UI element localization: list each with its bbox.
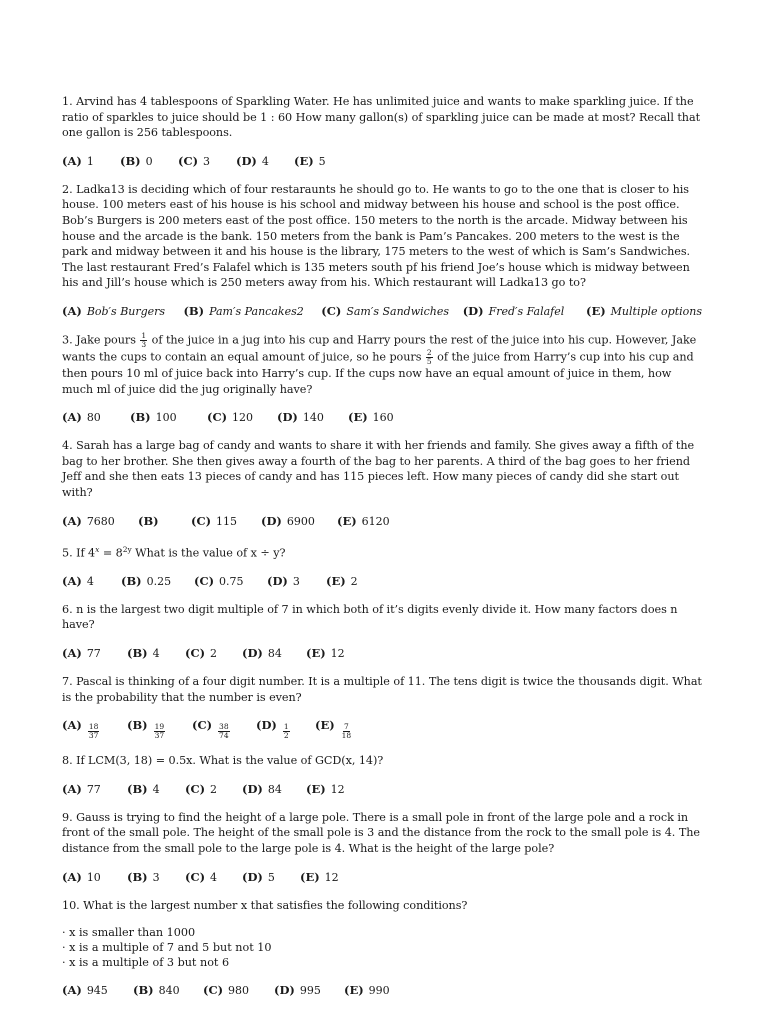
problem-5-statement: 5. If $4^x = 8^{2y}$ What is the value of x ÷ y? bbox=[62, 544, 286, 560]
choice-e[interactable]: (E) 12 bbox=[306, 646, 345, 661]
problem-6 bbox=[62, 602, 702, 661]
choice-b[interactable]: (B) 0 bbox=[120, 153, 153, 168]
choice-b[interactable]: (B) 4 bbox=[127, 781, 160, 796]
choice-d[interactable]: (D) Fred′s Falafel bbox=[462, 303, 565, 318]
problem-8-statement: 8. If LCM(3, 18) = 0.5x. What is the value of GCD(x, 14)? bbox=[62, 754, 384, 768]
choice-a[interactable]: (A) 10 bbox=[62, 869, 101, 884]
problem-3-choices bbox=[62, 410, 702, 425]
choice-b[interactable]: (B) 0.25 bbox=[121, 573, 172, 588]
choice-a[interactable]: (A) 4 bbox=[62, 573, 94, 588]
choice-b[interactable]: (B) Pam′s Pancakes2 bbox=[183, 303, 304, 318]
condition-item: · x is a multiple of 3 but not 6 bbox=[62, 956, 230, 970]
choice-a[interactable]: (A) 945 bbox=[62, 983, 108, 998]
problem-8 bbox=[62, 753, 702, 797]
problem-2-choices bbox=[62, 304, 702, 319]
choice-c[interactable]: (C) 120 bbox=[207, 410, 254, 425]
problem-set bbox=[62, 94, 702, 1011]
choice-a[interactable]: (A) 77 bbox=[62, 781, 101, 796]
problem-4-statement: 4. Sarah has a large bag of candy and wants to share it with her friends and family. She gives away a fifth of the bag to her brother. She then gives away a fourth of the bag to her parents. A third of the bag goes to her friend Jeff and she then eats 13 pieces of candy and has 115 pieces left. How many pieces of candy did she start out with? bbox=[62, 439, 695, 499]
choice-a[interactable]: (A) Bob′s Burgers bbox=[62, 303, 166, 318]
condition-item: · x is smaller than 1000 bbox=[62, 926, 196, 940]
choice-b[interactable]: (B) $\frac{19}{37}$ bbox=[127, 718, 165, 741]
problem-9 bbox=[62, 810, 702, 885]
choice-e[interactable]: (E) 12 bbox=[300, 869, 339, 884]
choice-d[interactable]: (D) 84 bbox=[242, 646, 282, 661]
problem-6-statement: 6. n is the largest two digit multiple of 7 in which both of it’s digits evenly divide it. How many factors does n have? bbox=[62, 602, 678, 632]
choice-b[interactable]: (B) 100 bbox=[130, 410, 177, 425]
problem-1 bbox=[62, 94, 702, 169]
choice-d[interactable]: (D) 995 bbox=[274, 983, 321, 998]
problem-10-statement: 10. What is the largest number x that satisfies the following conditions? bbox=[62, 898, 468, 912]
choice-d[interactable]: (D) 6900 bbox=[261, 513, 315, 528]
choice-a[interactable]: (A) 1 bbox=[62, 153, 94, 168]
choice-a[interactable]: (A) 80 bbox=[62, 410, 101, 425]
choice-c[interactable]: (C) 2 bbox=[185, 781, 218, 796]
choice-c[interactable]: (C) 115 bbox=[191, 513, 238, 528]
problem-1-choices bbox=[62, 154, 702, 169]
choice-b[interactable]: (B) 3 bbox=[127, 869, 160, 884]
choice-a[interactable]: (A) 77 bbox=[62, 646, 101, 661]
choice-e[interactable]: (E) 990 bbox=[344, 983, 390, 998]
choice-e[interactable]: (E) Multiple options bbox=[586, 303, 702, 318]
choice-d[interactable]: (D) 140 bbox=[277, 410, 324, 425]
choice-b[interactable]: (B) bbox=[138, 513, 159, 528]
choice-d[interactable]: (D) 5 bbox=[242, 869, 275, 884]
choice-c[interactable]: (C) 4 bbox=[185, 869, 218, 884]
problem-10-choices bbox=[62, 983, 702, 998]
choice-d[interactable]: (D) 4 bbox=[236, 153, 269, 168]
choice-e[interactable]: (E) 12 bbox=[306, 781, 345, 796]
choice-c[interactable]: (C) $\frac{38}{74}$ bbox=[192, 718, 229, 741]
problem-9-choices bbox=[62, 870, 702, 885]
condition-item: · x is a multiple of 7 and 5 but not 10 bbox=[62, 941, 272, 955]
choice-e[interactable]: (E) 6120 bbox=[337, 513, 390, 528]
choice-e[interactable]: (E) 5 bbox=[294, 153, 326, 168]
choice-d[interactable]: (D) 3 bbox=[267, 573, 300, 588]
choice-c[interactable]: (C) Sam′s Sandwiches bbox=[321, 303, 450, 318]
problem-9-statement: 9. Gauss is trying to find the height of a large pole. There is a small pole in front of the large pole and a rock in front of the small pole. The height of the small pole is 3 and the distance from the rock to the small pole is 4. The distance from the small pole to the large pole is 4. What is the height of the large pole? bbox=[62, 810, 700, 855]
choice-d[interactable]: (D) $\frac{1}{2}$ bbox=[256, 718, 289, 741]
choice-b[interactable]: (B) 4 bbox=[127, 646, 160, 661]
problem-4-choices bbox=[62, 514, 702, 529]
problem-2-statement: 2. Ladka13 is deciding which of four restaraunts he should go to. He wants to go to the one that is closer to his house. 100 meters east of his house is his school and midway between his house and school is the post office. Bob’s Burgers is 200 meters east of the post office. 150 meters to the north is the arcade. Midway between his house and the arcade is the bank. 150 meters from the bank is Pam’s Pancakes. 200 meters to the west is the park and midway between it and his house is the library, 175 meters to the west of which is Sam’s Sandwiches. The last restaurant Fred’s Falafel which is 135 meters south pf his friend Joe’s house which is midway between his and Jill’s house which is 250 meters away from his. Which restaurant will Ladka13 go to? bbox=[62, 182, 691, 290]
problem-3-statement: 3. Jake pours $\frac{1}{3}$ of the juice in a jug into his cup and Harry pours the rest of the juice into his cup. However, Jake wants the cups to contain an equal amount of juice, so he pours $\frac{2}{5}$ of the juice from Harry’s cup into his cup and then pours 10 ml of juice back into Harry’s cup. If the cups now have an equal amount of juice in them, how much ml of juice did the jug originally have? bbox=[62, 330, 697, 396]
fraction: $\frac{2}{5}$ bbox=[426, 347, 432, 366]
problem-7-statement: 7. Pascal is thinking of a four digit number. It is a multiple of 11. The tens digit is twice the thousands digit. What is the probability that the number is even? bbox=[62, 675, 702, 704]
problem-6-choices bbox=[62, 646, 702, 661]
condition-list bbox=[62, 925, 702, 970]
choice-c[interactable]: (C) 3 bbox=[178, 153, 211, 168]
choice-e[interactable]: (E) 160 bbox=[348, 410, 394, 425]
problem-5 bbox=[62, 542, 702, 589]
choice-a[interactable]: (A) $\frac{18}{37}$ bbox=[62, 718, 99, 741]
problem-5-choices bbox=[62, 574, 702, 589]
choice-e[interactable]: (E) $\frac{7}{18}$ bbox=[315, 718, 352, 741]
choice-a[interactable]: (A) 7680 bbox=[62, 513, 115, 528]
choice-e[interactable]: (E) 2 bbox=[326, 573, 358, 588]
choice-b[interactable]: (B) 840 bbox=[133, 983, 180, 998]
choice-c[interactable]: (C) 0.75 bbox=[194, 573, 244, 588]
choice-c[interactable]: (C) 2 bbox=[185, 646, 218, 661]
problem-10 bbox=[62, 898, 702, 999]
choice-c[interactable]: (C) 980 bbox=[203, 983, 250, 998]
problem-1-statement: 1. Arvind has 4 tablespoons of Sparkling Water. He has unlimited juice and wants to make sparkling juice. If the ratio of sparkles to juice should be 1 : 60 How many gallon(s) of sparkling juice can be made at most? Recall that one gallon is 256 tablespoons. bbox=[62, 95, 701, 140]
problem-8-choices bbox=[62, 782, 702, 797]
problem-2 bbox=[62, 182, 702, 319]
problem-3 bbox=[62, 332, 702, 425]
choice-d[interactable]: (D) 84 bbox=[242, 781, 282, 796]
problem-4 bbox=[62, 438, 702, 528]
problem-7-choices bbox=[62, 718, 702, 740]
fraction: $\frac{1}{3}$ bbox=[141, 330, 147, 349]
problem-7 bbox=[62, 674, 702, 740]
